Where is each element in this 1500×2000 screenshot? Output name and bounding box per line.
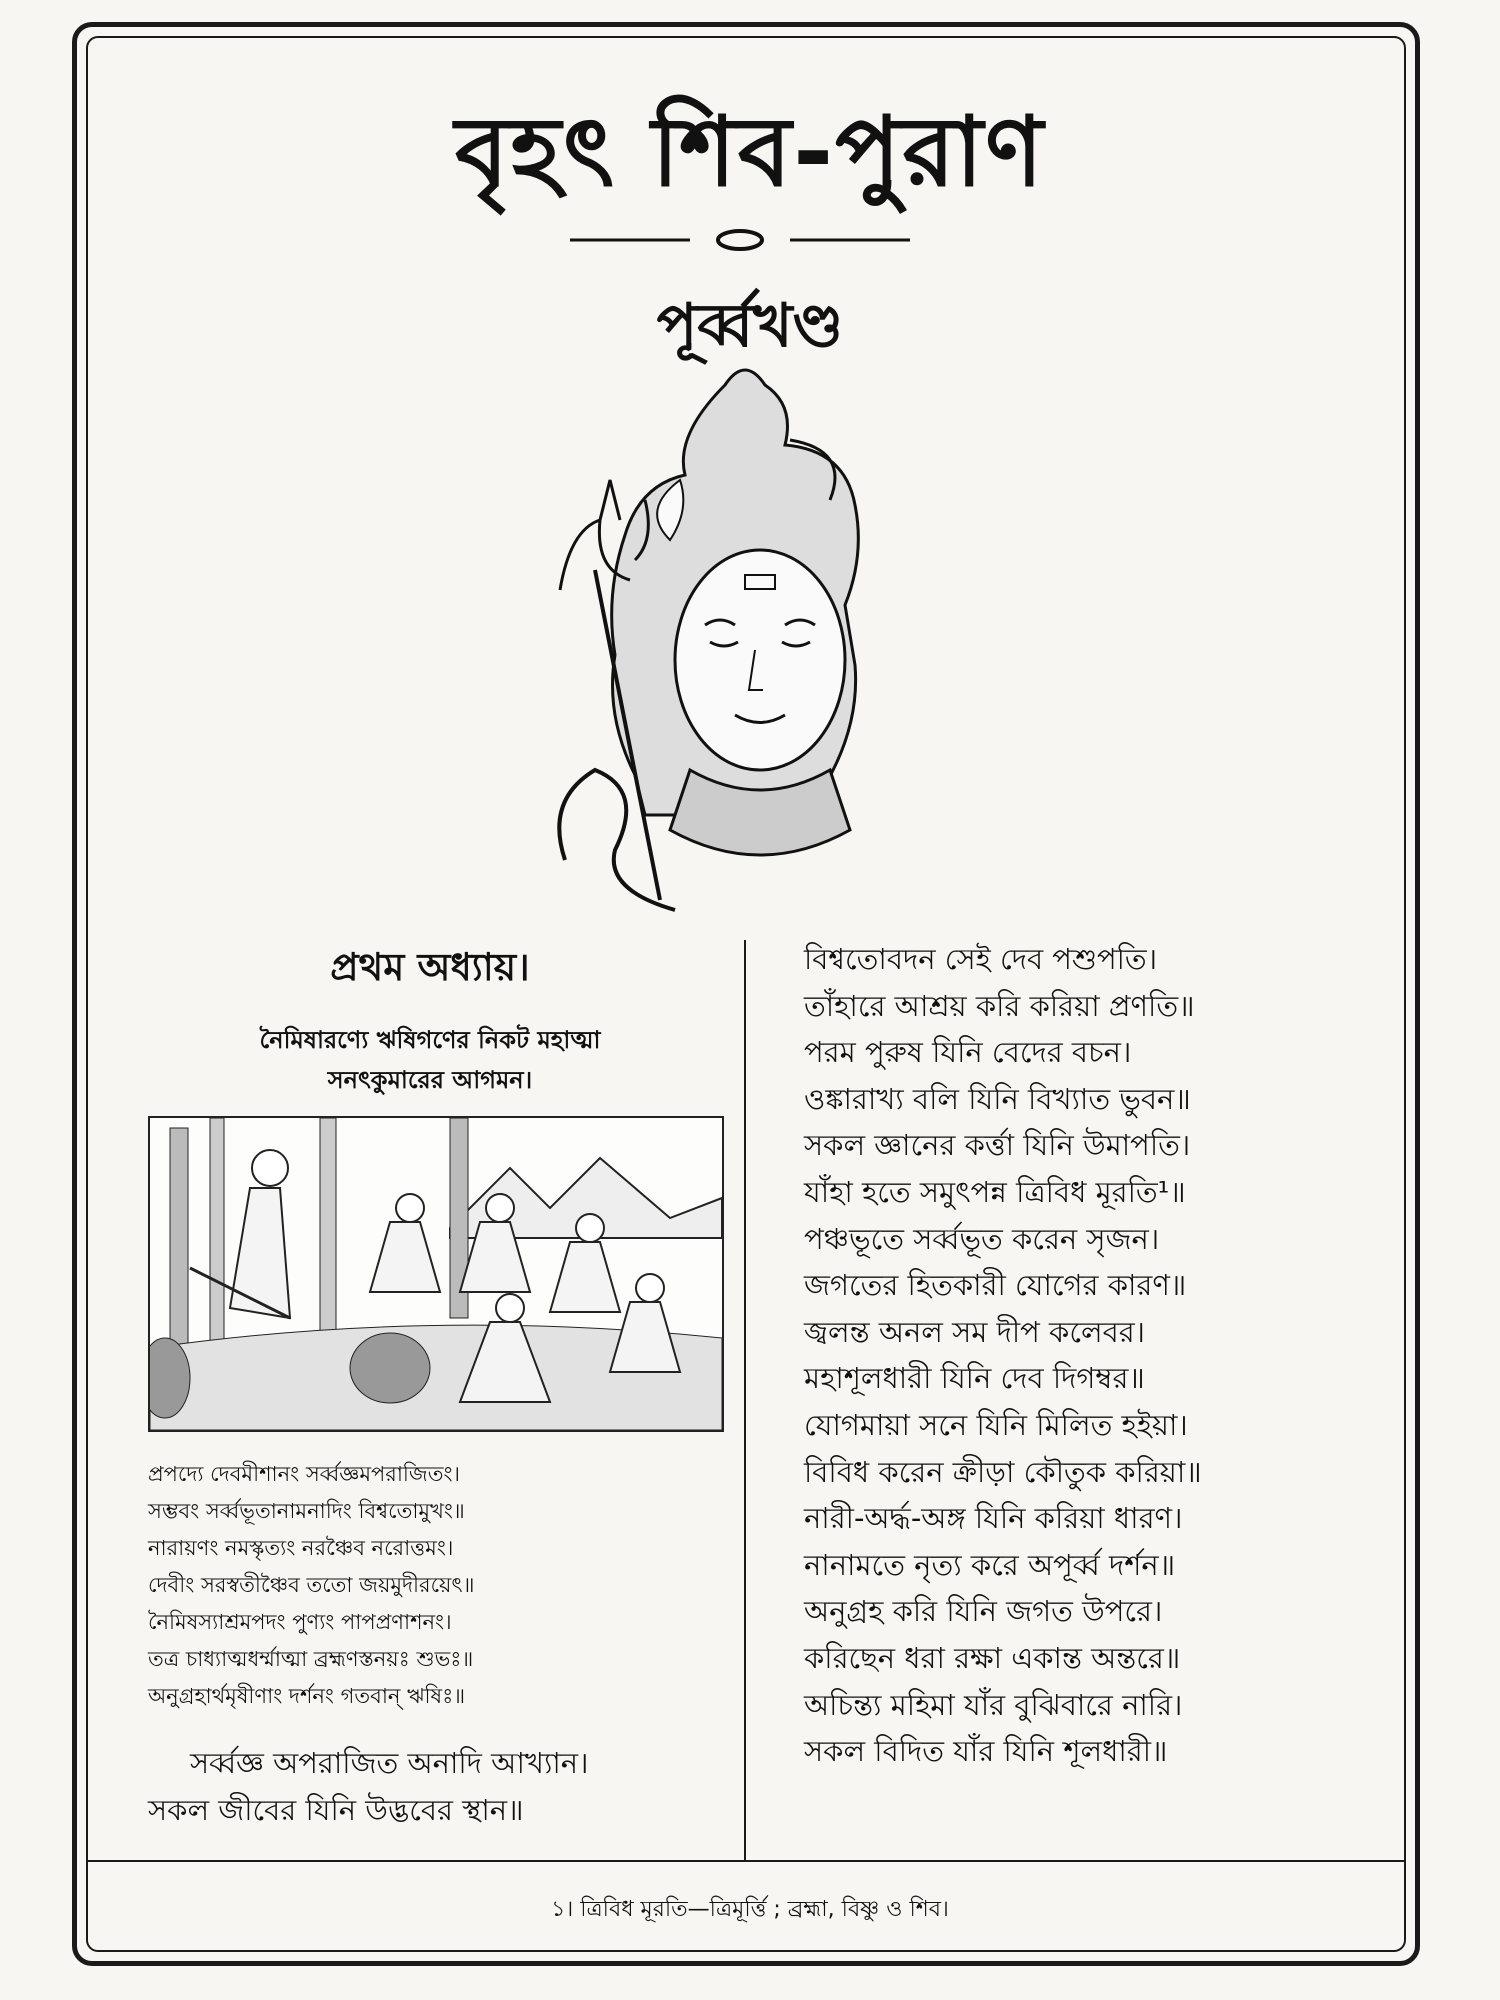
title-ornament — [570, 220, 910, 260]
sages-illustration — [148, 1116, 724, 1432]
column-divider — [744, 940, 746, 1860]
verse-line: অচিন্ত্য মহিমা যাঁর বুঝিবারে নারি। — [804, 1687, 1183, 1722]
chapter-heading: প্রথম অধ্যায়। — [330, 945, 530, 989]
chapter-subheading-line: নৈমিষারণ্যে ঋষিগণের নিকট মহাত্মা — [259, 1026, 601, 1054]
sanskrit-verse-line: নৈমিষস্যাশ্রমপদং পুণ্যং পাপপ্রণাশনং। — [148, 1610, 452, 1634]
verse-line: নানামতে নৃত্য করে অপূর্ব্ব দর্শন॥ — [804, 1547, 1176, 1582]
sanskrit-verses — [148, 1456, 718, 1715]
verse-line: জ্বলন্ত অনল সম দীপ কলেবর। — [804, 1314, 1146, 1349]
verse-line: করিছেন ধরা রক্ষা একান্ত অন্তরে॥ — [804, 1640, 1181, 1675]
verse-line: যোগমায়া সনে যিনি মিলিত হইয়া। — [804, 1407, 1188, 1442]
verse-line: পরম পুরুষ যিনি বেদের বচন। — [804, 1035, 1132, 1070]
section-subtitle: পূর্ব্বখণ্ড — [656, 291, 844, 361]
verse-line: সকল জীবের যিনি উদ্ভবের স্থান॥ — [148, 1793, 524, 1827]
footnote-divider — [86, 1860, 1406, 1862]
footnote: ১। ত্রিবিধ মূরতি—ত্রিমূর্ত্তি ; ব্রহ্মা, বিষ্ণু ও শিব। — [551, 1897, 949, 1922]
sanskrit-verse-line: নারায়ণং নমস্কৃত্যং নরঞ্চৈব নরোত্তমং। — [148, 1536, 454, 1560]
verse-line: সকল জ্ঞানের কর্ত্তা যিনি উমাপতি। — [804, 1128, 1191, 1163]
verse-line: সর্ব্বজ্ঞ অপরাজিত অনাদি আখ্যান। — [190, 1746, 589, 1780]
verse-line: পঞ্চভূতে সর্ব্বভূত করেন সৃজন। — [804, 1221, 1160, 1256]
verse-line: তাঁহারে আশ্রয় করি করিয়া প্রণতি॥ — [804, 988, 1195, 1023]
sanskrit-verse-line: প্রপদ্যে দেবমীশানং সর্ব্বজ্ঞমপরাজিতং। — [148, 1462, 461, 1486]
chapter-subheading-line: সনৎকুমারের আগমন। — [327, 1066, 533, 1094]
page-title: বৃহৎ শিব-পুরাণ — [455, 96, 1045, 208]
shiva-illustration — [540, 360, 980, 930]
verse-line: মহাশূলধারী যিনি দেব দিগম্বর॥ — [804, 1361, 1145, 1396]
verse-line: যাঁহা হতে সমুৎপন্ন ত্রিবিধ মূরতি¹॥ — [804, 1174, 1186, 1209]
left-bengali-verses — [148, 1740, 738, 1834]
verse-line: সকল বিদিত যাঁর যিনি শূলধারী॥ — [804, 1734, 1168, 1769]
sanskrit-verse-line: দেবীং সরস্বতীঞ্চৈব ততো জয়মুদীরয়েৎ॥ — [148, 1573, 475, 1597]
right-bengali-verses — [804, 936, 1364, 1775]
sanskrit-verse-line: তত্র চাধ্যাত্মধর্ম্মাত্মা ব্রহ্মণস্তনয়ঃ শুভঃ॥ — [148, 1647, 474, 1671]
chapter-subheading — [140, 1020, 720, 1100]
verse-line: নারী-অর্দ্ধ-অঙ্গ যিনি করিয়া ধারণ। — [804, 1501, 1183, 1536]
verse-line: বিশ্বতোবদন সেই দেব পশুপতি। — [804, 942, 1158, 976]
verse-line: অনুগ্রহ করি যিনি জগত উপরে। — [804, 1594, 1163, 1629]
verse-line: জগতের হিতকারী যোগের কারণ॥ — [804, 1268, 1187, 1303]
sanskrit-verse-line: অনুগ্রহার্থমৃষীণাং দর্শনং গতবান্ ঋষিঃ॥ — [148, 1684, 466, 1708]
verse-line: বিবিধ করেন ক্রীড়া কৌতুক করিয়া॥ — [804, 1454, 1202, 1489]
verse-line: ওঙ্কারাখ্য বলি যিনি বিখ্যাত ভুবন॥ — [804, 1081, 1191, 1116]
sanskrit-verse-line: সম্ভবং সর্ব্বভূতানামনাদিং বিশ্বতোমুখং॥ — [148, 1499, 465, 1523]
